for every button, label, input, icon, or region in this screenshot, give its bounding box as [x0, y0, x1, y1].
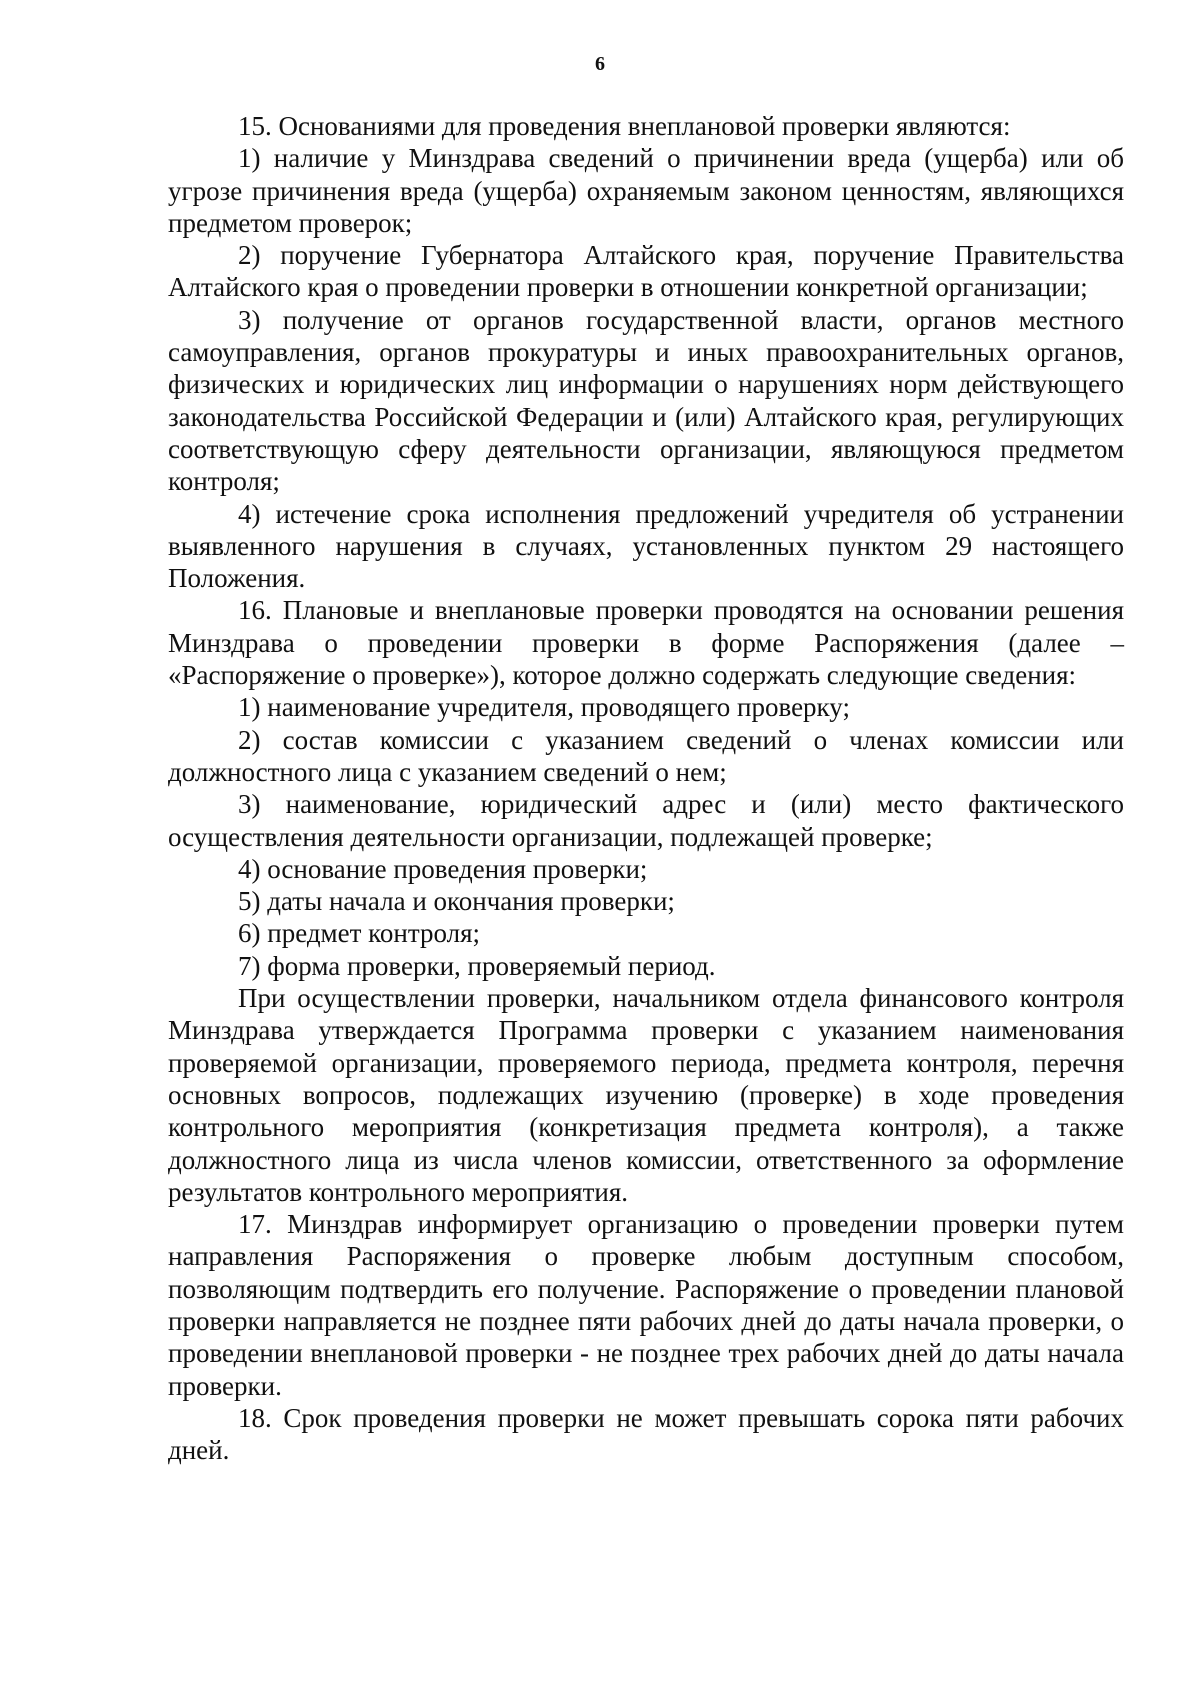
paragraph-18: 18. Срок проведения проверки не может превышать сорока пяти рабочих дней.: [168, 1402, 1124, 1466]
document-body: [168, 110, 1124, 1466]
page-number: 6: [595, 53, 605, 75]
list-item: 1) наименование учредителя, проводящего проверку;: [238, 692, 850, 723]
list-item: 1) наличие у Минздрава сведений о причинении вреда (ущерба) или об угрозе причинения вреда (ущерба) охраняемым законом ценностям, являющихся предметом проверок;: [168, 143, 1124, 238]
paragraph-16: 16. Плановые и внеплановые проверки проводятся на основании решения Минздрава о проведении проверки в форме Распоряжения (далее – «Распоряжение о проверке»), которое должно содержать следующие сведения:: [168, 595, 1124, 691]
list-item: 2) состав комиссии с указанием сведений о членах комиссии или должностного лица с указанием сведений о нем;: [168, 724, 1124, 787]
list-item: 7) форма проверки, проверяемый период.: [238, 950, 716, 981]
list-item: 5) даты начала и окончания проверки;: [238, 886, 675, 917]
list-item: 4) истечение срока исполнения предложений учредителя об устранении выявленного нарушения в случаях, установленных пунктом 29 настоящего Положения.: [168, 498, 1124, 594]
paragraph-program: При осуществлении проверки, начальником отдела финансового контроля Минздрава утверждается Программа проверки с указанием наименования проверяемой организации, проверяемого периода, предмета контроля, перечня основных вопросов, подлежащих изучению (проверке) в ходе проведения контрольного мероприятия (конкретизация предмета контроля), а также должностного лица из числа членов комиссии, ответственного за оформление результатов контрольного мероприятия.: [168, 983, 1124, 1207]
paragraph-15-heading: 15. Основаниями для проведения внеплановой проверки являются:: [238, 111, 1011, 141]
list-item: 3) получение от органов государственной власти, органов местного самоуправления, органов прокуратуры и иных правоохранительных органов, физических и юридических лиц информации о нарушениях норм действующего законодательства Российской Федерации и (или) Алтайского края, регулирующих соответствующую сферу деятельности организации, являющуюся предметом контроля;: [168, 304, 1124, 497]
list-item: 4) основание проведения проверки;: [238, 853, 648, 884]
list-item: 3) наименование, юридический адрес и (или) место фактического осуществления деятельности организации, подлежащей проверке;: [168, 789, 1124, 852]
list-item: 6) предмет контроля;: [238, 918, 481, 949]
paragraph-17: 17. Минздрав информирует организацию о проведении проверки путем направления Распоряжения о проверке любым доступным способом, позволяющим подтвердить его получение. Распоряжение о проведении плановой проверки направляется не позднее пяти рабочих дней до даты начала проверки, о проведении внеплановой проверки - не позднее трех рабочих дней до даты начала проверки.: [168, 1209, 1124, 1401]
list-item: 2) поручение Губернатора Алтайского края, поручение Правительства Алтайского края о проведении проверки в отношении конкретной организации;: [168, 240, 1124, 303]
